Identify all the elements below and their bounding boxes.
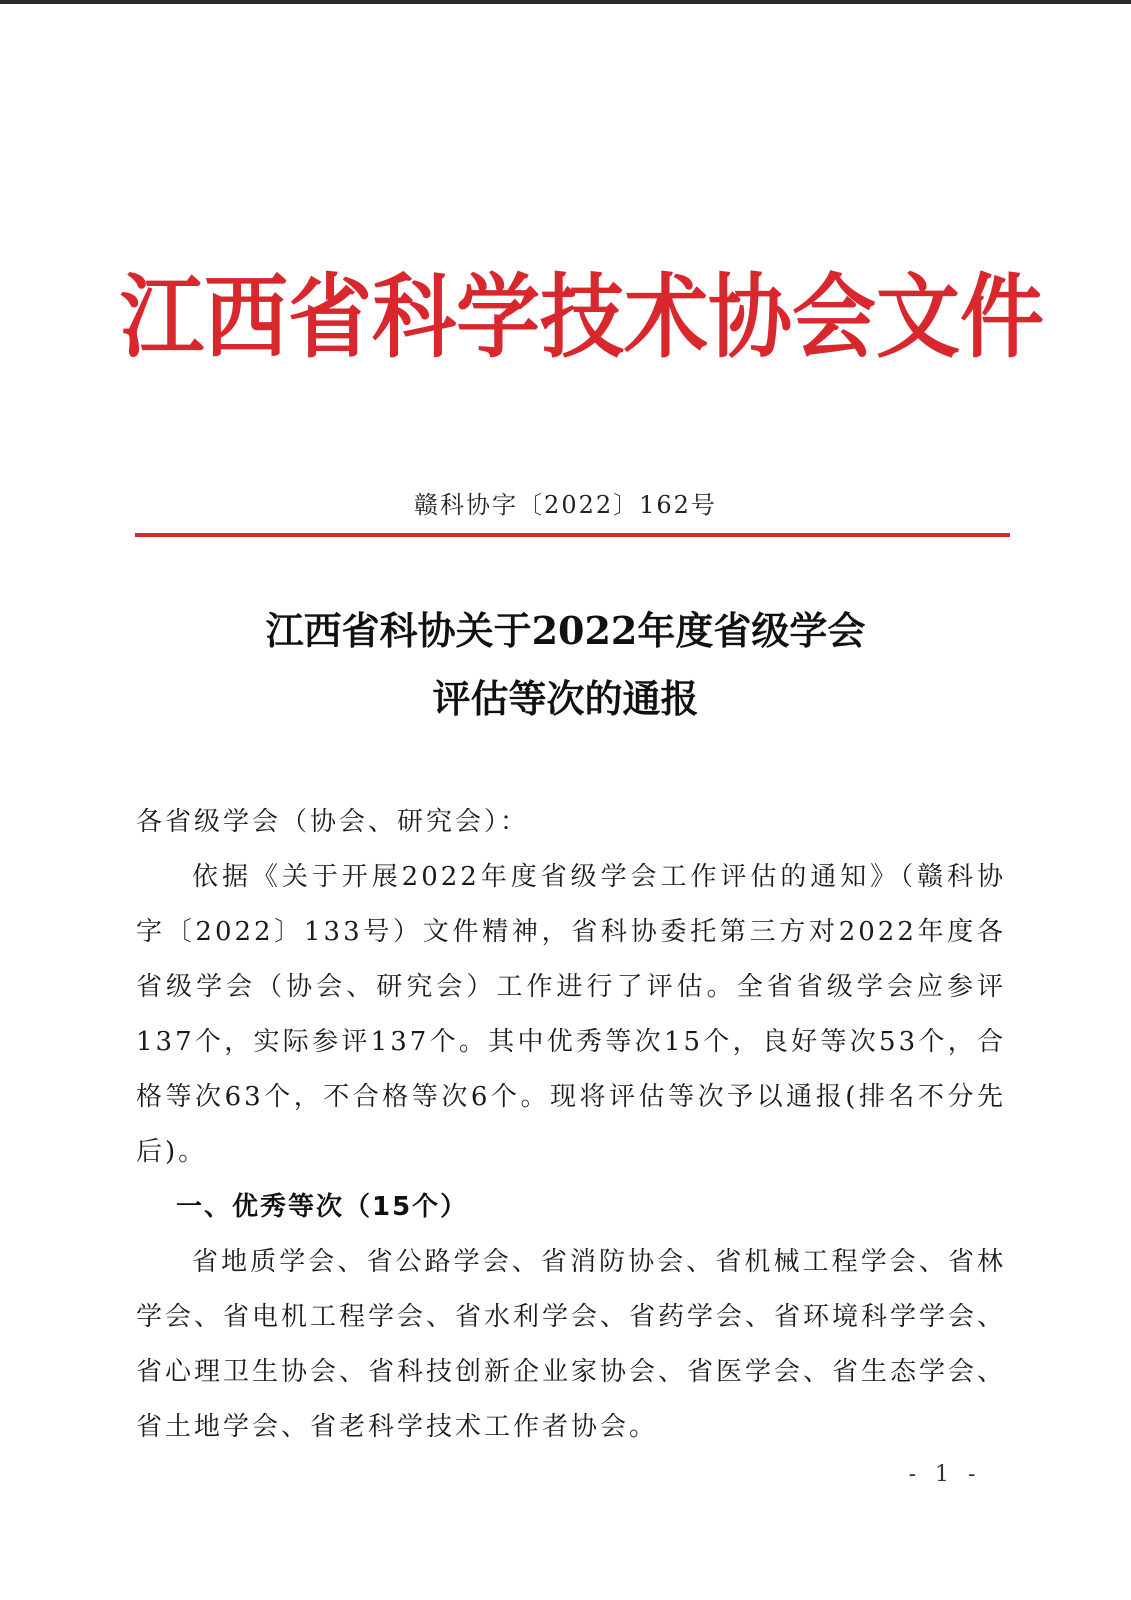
red-divider-line [135,533,1010,537]
section-list-excellent: 省地质学会、省公路学会、省消防协会、省机械工程学会、省林学会、省电机工程学会、省水利学会、省药学会、省环境科学学会、省心理卫生协会、省科技创新企业家协会、省医学会、省生态学会、省土地学会、省老科学技术工作者协会。 [136,1247,1007,1442]
body-paragraph-1: 依据《关于开展2022年度省级学会工作评估的通知》（赣科协字〔2022〕133号）文件精神，省科协委托第三方对2022年度各省级学会（协会、研究会）工作进行了评估。全省省级学会应参评137个，实际参评137个。其中优秀等次15个，良好等次53个，合格等次63个，不合格等次6个。现将评估等次予以通报(排名不分先后)。 [136,862,1006,1167]
document-body [136,795,1006,1455]
salutation: 各省级学会（协会、研究会）： [136,807,530,837]
document-number: 赣科协字〔2022〕162号 [414,491,717,519]
section-heading-excellent: 一、优秀等次（15个） [176,1192,469,1222]
page-number: - 1 - [908,1462,982,1487]
scan-top-edge [0,0,1131,4]
document-title-line-2: 评估等次的通报 [432,676,699,721]
document-title-line-1: 江西省科协关于2022年度省级学会 [265,608,866,653]
issuer-masthead: 江西省科学技术协会文件 [120,263,1045,371]
